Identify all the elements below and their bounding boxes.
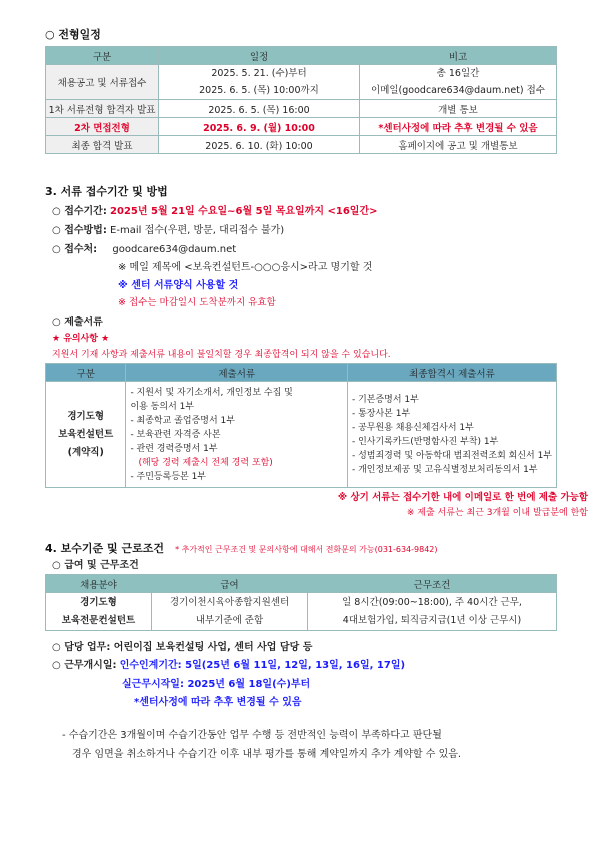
address-line: ○ 접수처: goodcare634@daum.net bbox=[52, 244, 237, 255]
docs-header-submit: 제출서류 bbox=[126, 364, 348, 382]
table-row bbox=[46, 136, 557, 154]
pay-header-conditions: 근무조건 bbox=[308, 575, 557, 593]
schedule-cell: 2025. 5. 21. (수)부터 2025. 6. 5. (목) 10:00까지 bbox=[159, 65, 360, 100]
pay-table bbox=[45, 574, 557, 631]
probation-line-2: 경우 임면을 취소하거나 수습기간 이후 내부 평가를 통해 계약일까지 추가 계약할 수 있음. bbox=[72, 749, 462, 760]
foot-note-email: ※ 상기 서류는 접수기한 내에 이메일로 한 번에 제출 가능함 bbox=[337, 492, 588, 503]
probation-line-1: - 수습기간은 3개월이며 수습기간동안 업무 수행 등 전반적인 능력이 부족하다고 판단될 bbox=[62, 730, 442, 741]
pay-header-field: 채용분야 bbox=[46, 575, 152, 593]
schedule-cell: *센터사정에 따라 추후 변경될 수 있음 bbox=[360, 118, 557, 136]
caution-title: ★ 유의사항 ★ bbox=[52, 334, 110, 344]
schedule-cell: 2025. 6. 10. (화) 10:00 bbox=[159, 136, 360, 154]
docs-header-type: 구분 bbox=[46, 364, 126, 382]
docs-header-final: 최종합격시 제출서류 bbox=[347, 364, 556, 382]
schedule-header-type: 구분 bbox=[46, 47, 159, 65]
pay-cell-salary: 경기이천시육아종합지원센터 내부기준에 준함 bbox=[152, 593, 308, 631]
schedule-cell: 2025. 6. 5. (목) 16:00 bbox=[159, 100, 360, 118]
start-line: ○ 근무개시일: 인수인계기간: 5일(25년 6월 11일, 12일, 13일, 16일, 17일) bbox=[52, 660, 406, 671]
note-mail-title: ※ 메일 제목에 <보육컨설턴트-○○○응시>라고 명기할 것 bbox=[118, 262, 373, 273]
docs-title: ○ 제출서류 bbox=[52, 317, 103, 328]
foot-note-recent: ※ 제출 서류는 최근 3개월 이내 발급분에 한함 bbox=[406, 508, 588, 518]
section4-title: 4. 보수기준 및 근로조건 * 추가적인 근무조건 및 문의사항에 대해서 전화문의 가능(031-634-9842) bbox=[45, 542, 438, 555]
docs-row-label: 경기도형 보육컨설턴트 (계약직) bbox=[46, 382, 126, 488]
section3-title: 3. 서류 접수기간 및 방법 bbox=[45, 185, 168, 198]
table-row bbox=[46, 593, 557, 631]
schedule-cell: 홈페이지에 공고 및 개별통보 bbox=[360, 136, 557, 154]
schedule-header-note: 비고 bbox=[360, 47, 557, 65]
schedule-header-date: 일정 bbox=[159, 47, 360, 65]
start-change-note: *센터사정에 따라 추후 변경될 수 있음 bbox=[134, 697, 302, 708]
pay-cell-field: 경기도형 보육전문컨설턴트 bbox=[46, 593, 152, 631]
schedule-cell: 개별 통보 bbox=[360, 100, 557, 118]
pay-header-salary: 급여 bbox=[152, 575, 308, 593]
table-row bbox=[46, 65, 557, 100]
method-line: ○ 접수방법: E-mail 접수(우편, 방문, 대리접수 불가) bbox=[52, 225, 285, 236]
schedule-cell: 1차 서류전형 합격자 발표 bbox=[46, 100, 159, 118]
start-actual: 실근무시작일: 2025년 6월 18일(수)부터 bbox=[122, 679, 311, 690]
pay-cell-conditions: 일 8시간(09:00~18:00), 주 40시간 근무, 4대보험가입, 퇴직금지급(1년 이상 근무시) bbox=[308, 593, 557, 631]
schedule-cell: 2025. 6. 9. (월) 10:00 bbox=[159, 118, 360, 136]
table-row bbox=[46, 382, 557, 488]
schedule-cell: 총 16일간 이메일(goodcare634@daum.net) 접수 bbox=[360, 65, 557, 100]
schedule-title: ○ 전형일정 bbox=[45, 28, 101, 41]
note-deadline: ※ 접수는 마감일시 도착분까지 유효함 bbox=[118, 297, 276, 308]
schedule-table bbox=[45, 46, 557, 154]
docs-submit-list: - 지원서 및 자기소개서, 개인정보 수집 및 이용 동의서 1부 - 최종학교 졸업증명서 1부 - 보육관련 자격증 사본 - 관련 경력증명서 1부 (해당 경력 제출시 전체 경력 포함) - 주민등록등본 1부 bbox=[126, 382, 348, 488]
duty-line: ○ 담당 업무: 어린이집 보육컨설팅 사업, 센터 사업 담당 등 bbox=[52, 642, 313, 653]
schedule-cell: 채용공고 및 서류접수 bbox=[46, 65, 159, 100]
note-form: ※ 센터 서류양식 사용할 것 bbox=[118, 280, 239, 291]
schedule-cell: 2차 면접전형 bbox=[46, 118, 159, 136]
documents-table bbox=[45, 363, 557, 488]
caution-text: 지원서 기재 사항과 제출서류 내용이 불일치할 경우 최종합격이 되지 않을 수 있습니다. bbox=[52, 350, 391, 360]
docs-final-list: - 기본증명서 1부 - 통장사본 1부 - 공무원용 채용신체검사서 1부 - 인사기록카드(반명함사진 부착) 1부 - 성범죄경력 및 아동학대 범죄전력조회 회신서 1부 - 개인정보제공 및 고유식별정보처리동의서 1부 bbox=[347, 382, 556, 488]
schedule-cell: 최종 합격 발표 bbox=[46, 136, 159, 154]
table-row bbox=[46, 118, 557, 136]
pay-title: ○ 급여 및 근무조건 bbox=[52, 560, 139, 571]
table-row bbox=[46, 100, 557, 118]
period-line: ○ 접수기간: 2025년 5월 21일 수요일~6월 5일 목요일까지 <16일간> bbox=[52, 206, 378, 217]
